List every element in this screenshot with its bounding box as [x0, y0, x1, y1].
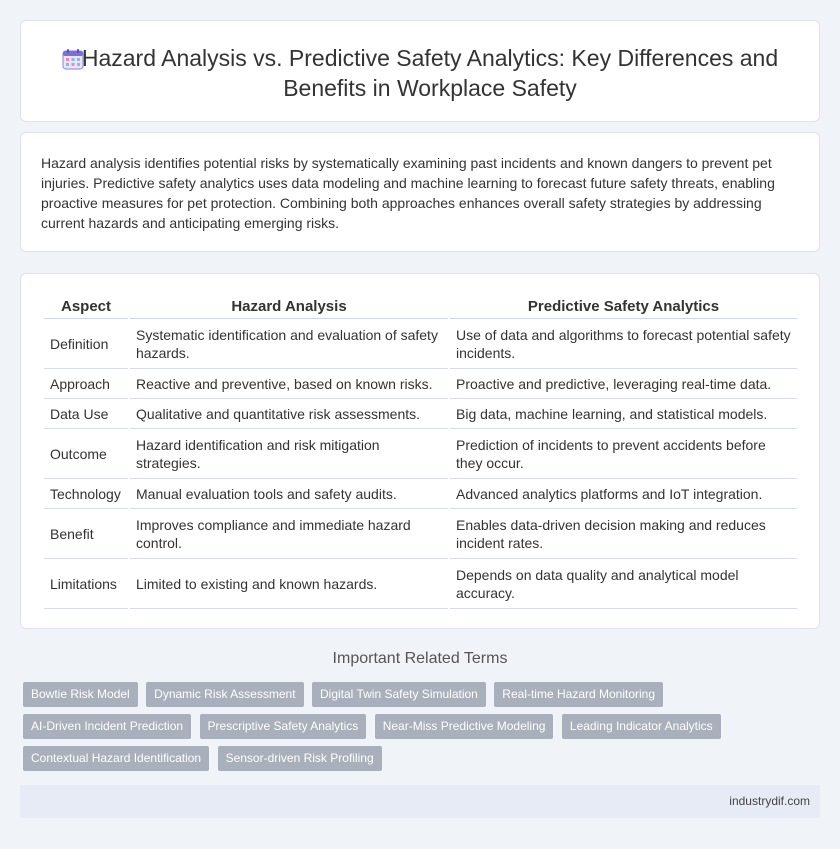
hazard-cell: Limited to existing and known hazards.: [130, 559, 448, 609]
hazard-cell: Manual evaluation tools and safety audits.: [130, 479, 448, 509]
hazard-cell: Systematic identification and evaluation of safety hazards.: [130, 319, 448, 369]
predictive-cell: Use of data and algorithms to forecast potential safety incidents.: [450, 319, 797, 369]
predictive-cell: Advanced analytics platforms and IoT integration.: [450, 479, 797, 509]
title-card: [20, 20, 820, 122]
intro-paragraph: Hazard analysis identifies potential risks by systematically examining past incidents and known dangers to prevent pet injuries. Predictive safety analytics uses data modeling and machine learning to forecast future safety threats, enabling proactive measures for pet protection. Combining both approaches enhances overall safety strategies by addressing current hazards and anticipating emerging risks.: [41, 155, 775, 231]
related-term-tag[interactable]: AI-Driven Incident Prediction: [23, 714, 191, 739]
intro-card: [20, 132, 820, 252]
header-hazard-analysis: Hazard Analysis: [130, 294, 448, 319]
aspect-cell: Limitations: [44, 559, 128, 609]
comparison-table: [42, 294, 799, 609]
predictive-cell: Depends on data quality and analytical model accuracy.: [450, 559, 797, 609]
aspect-cell: Data Use: [44, 399, 128, 429]
related-term-tag[interactable]: Prescriptive Safety Analytics: [200, 714, 367, 739]
hazard-cell: Qualitative and quantitative risk assessments.: [130, 399, 448, 429]
header-predictive-analytics: Predictive Safety Analytics: [450, 294, 797, 319]
table-row: [44, 399, 797, 429]
hazard-cell: Hazard identification and risk mitigation strategies.: [130, 429, 448, 479]
related-terms-list: [23, 682, 823, 778]
related-term-tag[interactable]: Dynamic Risk Assessment: [146, 682, 303, 707]
footer: [20, 785, 820, 818]
predictive-cell: Prediction of incidents to prevent accidents before they occur.: [450, 429, 797, 479]
aspect-cell: Technology: [44, 479, 128, 509]
table-row: [44, 319, 797, 369]
table-row: [44, 479, 797, 509]
predictive-cell: Enables data-driven decision making and reduces incident rates.: [450, 509, 797, 559]
related-terms-heading: Important Related Terms: [332, 650, 508, 667]
related-term-tag[interactable]: Near-Miss Predictive Modeling: [375, 714, 554, 739]
hazard-cell: Improves compliance and immediate hazard control.: [130, 509, 448, 559]
page-title: Hazard Analysis vs. Predictive Safety Analytics: Key Differences and Benefits in Workplace Safety: [81, 45, 779, 101]
related-term-tag[interactable]: Contextual Hazard Identification: [23, 746, 209, 771]
hazard-cell: Reactive and preventive, based on known risks.: [130, 369, 448, 399]
aspect-cell: Benefit: [44, 509, 128, 559]
aspect-cell: Outcome: [44, 429, 128, 479]
table-row: [44, 559, 797, 609]
footer-site-link[interactable]: industrydif.com: [729, 794, 810, 808]
table-row: [44, 509, 797, 559]
aspect-cell: Definition: [44, 319, 128, 369]
table-row: [44, 429, 797, 479]
related-term-tag[interactable]: Leading Indicator Analytics: [562, 714, 721, 739]
comparison-card: [20, 273, 820, 629]
header-aspect: Aspect: [44, 294, 128, 319]
table-row: [44, 369, 797, 399]
table-header-row: [44, 294, 797, 319]
related-term-tag[interactable]: Bowtie Risk Model: [23, 682, 138, 707]
predictive-cell: Proactive and predictive, leveraging real-time data.: [450, 369, 797, 399]
related-term-tag[interactable]: Sensor-driven Risk Profiling: [218, 746, 382, 771]
aspect-cell: Approach: [44, 369, 128, 399]
related-term-tag[interactable]: Digital Twin Safety Simulation: [312, 682, 486, 707]
predictive-cell: Big data, machine learning, and statistical models.: [450, 399, 797, 429]
related-term-tag[interactable]: Real-time Hazard Monitoring: [494, 682, 663, 707]
